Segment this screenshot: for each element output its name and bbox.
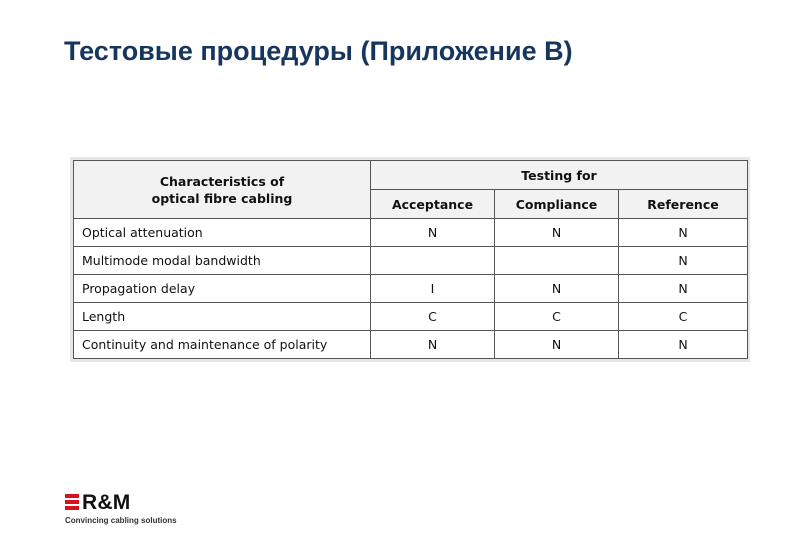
row-label: Optical attenuation	[74, 219, 371, 247]
cell-acceptance	[371, 247, 495, 275]
table-row	[74, 303, 748, 331]
cell-acceptance: I	[371, 275, 495, 303]
testing-for-header: Testing for	[371, 161, 748, 190]
column-header-acceptance: Acceptance	[371, 190, 495, 219]
row-label: Length	[74, 303, 371, 331]
test-procedures-table	[73, 160, 748, 359]
cell-reference: N	[619, 219, 748, 247]
header-row	[74, 161, 748, 190]
cell-compliance: C	[495, 303, 619, 331]
logo-brand: R&M	[82, 491, 131, 514]
cell-reference: C	[619, 303, 748, 331]
table-row	[74, 247, 748, 275]
row-label: Propagation delay	[74, 275, 371, 303]
cell-acceptance: C	[371, 303, 495, 331]
cell-reference: N	[619, 331, 748, 359]
table-row	[74, 275, 748, 303]
table-row	[74, 219, 748, 247]
cell-reference: N	[619, 275, 748, 303]
cell-acceptance: N	[371, 219, 495, 247]
characteristics-header: Characteristics of optical fibre cabling	[74, 161, 371, 219]
logo-slogan: Convincing cabling solutions	[65, 516, 177, 525]
column-header-compliance: Compliance	[495, 190, 619, 219]
slide-title: Тестовые процедуры (Приложение В)	[64, 36, 573, 66]
test-procedures-table-frame	[70, 157, 750, 362]
cell-acceptance: N	[371, 331, 495, 359]
cell-reference: N	[619, 247, 748, 275]
table-row	[74, 331, 748, 359]
row-label: Multimode modal bandwidth	[74, 247, 371, 275]
cell-compliance: N	[495, 275, 619, 303]
rm-logo-icon	[65, 494, 79, 510]
column-header-reference: Reference	[619, 190, 748, 219]
cell-compliance	[495, 247, 619, 275]
cell-compliance: N	[495, 331, 619, 359]
cell-compliance: N	[495, 219, 619, 247]
row-label: Continuity and maintenance of polarity	[74, 331, 371, 359]
